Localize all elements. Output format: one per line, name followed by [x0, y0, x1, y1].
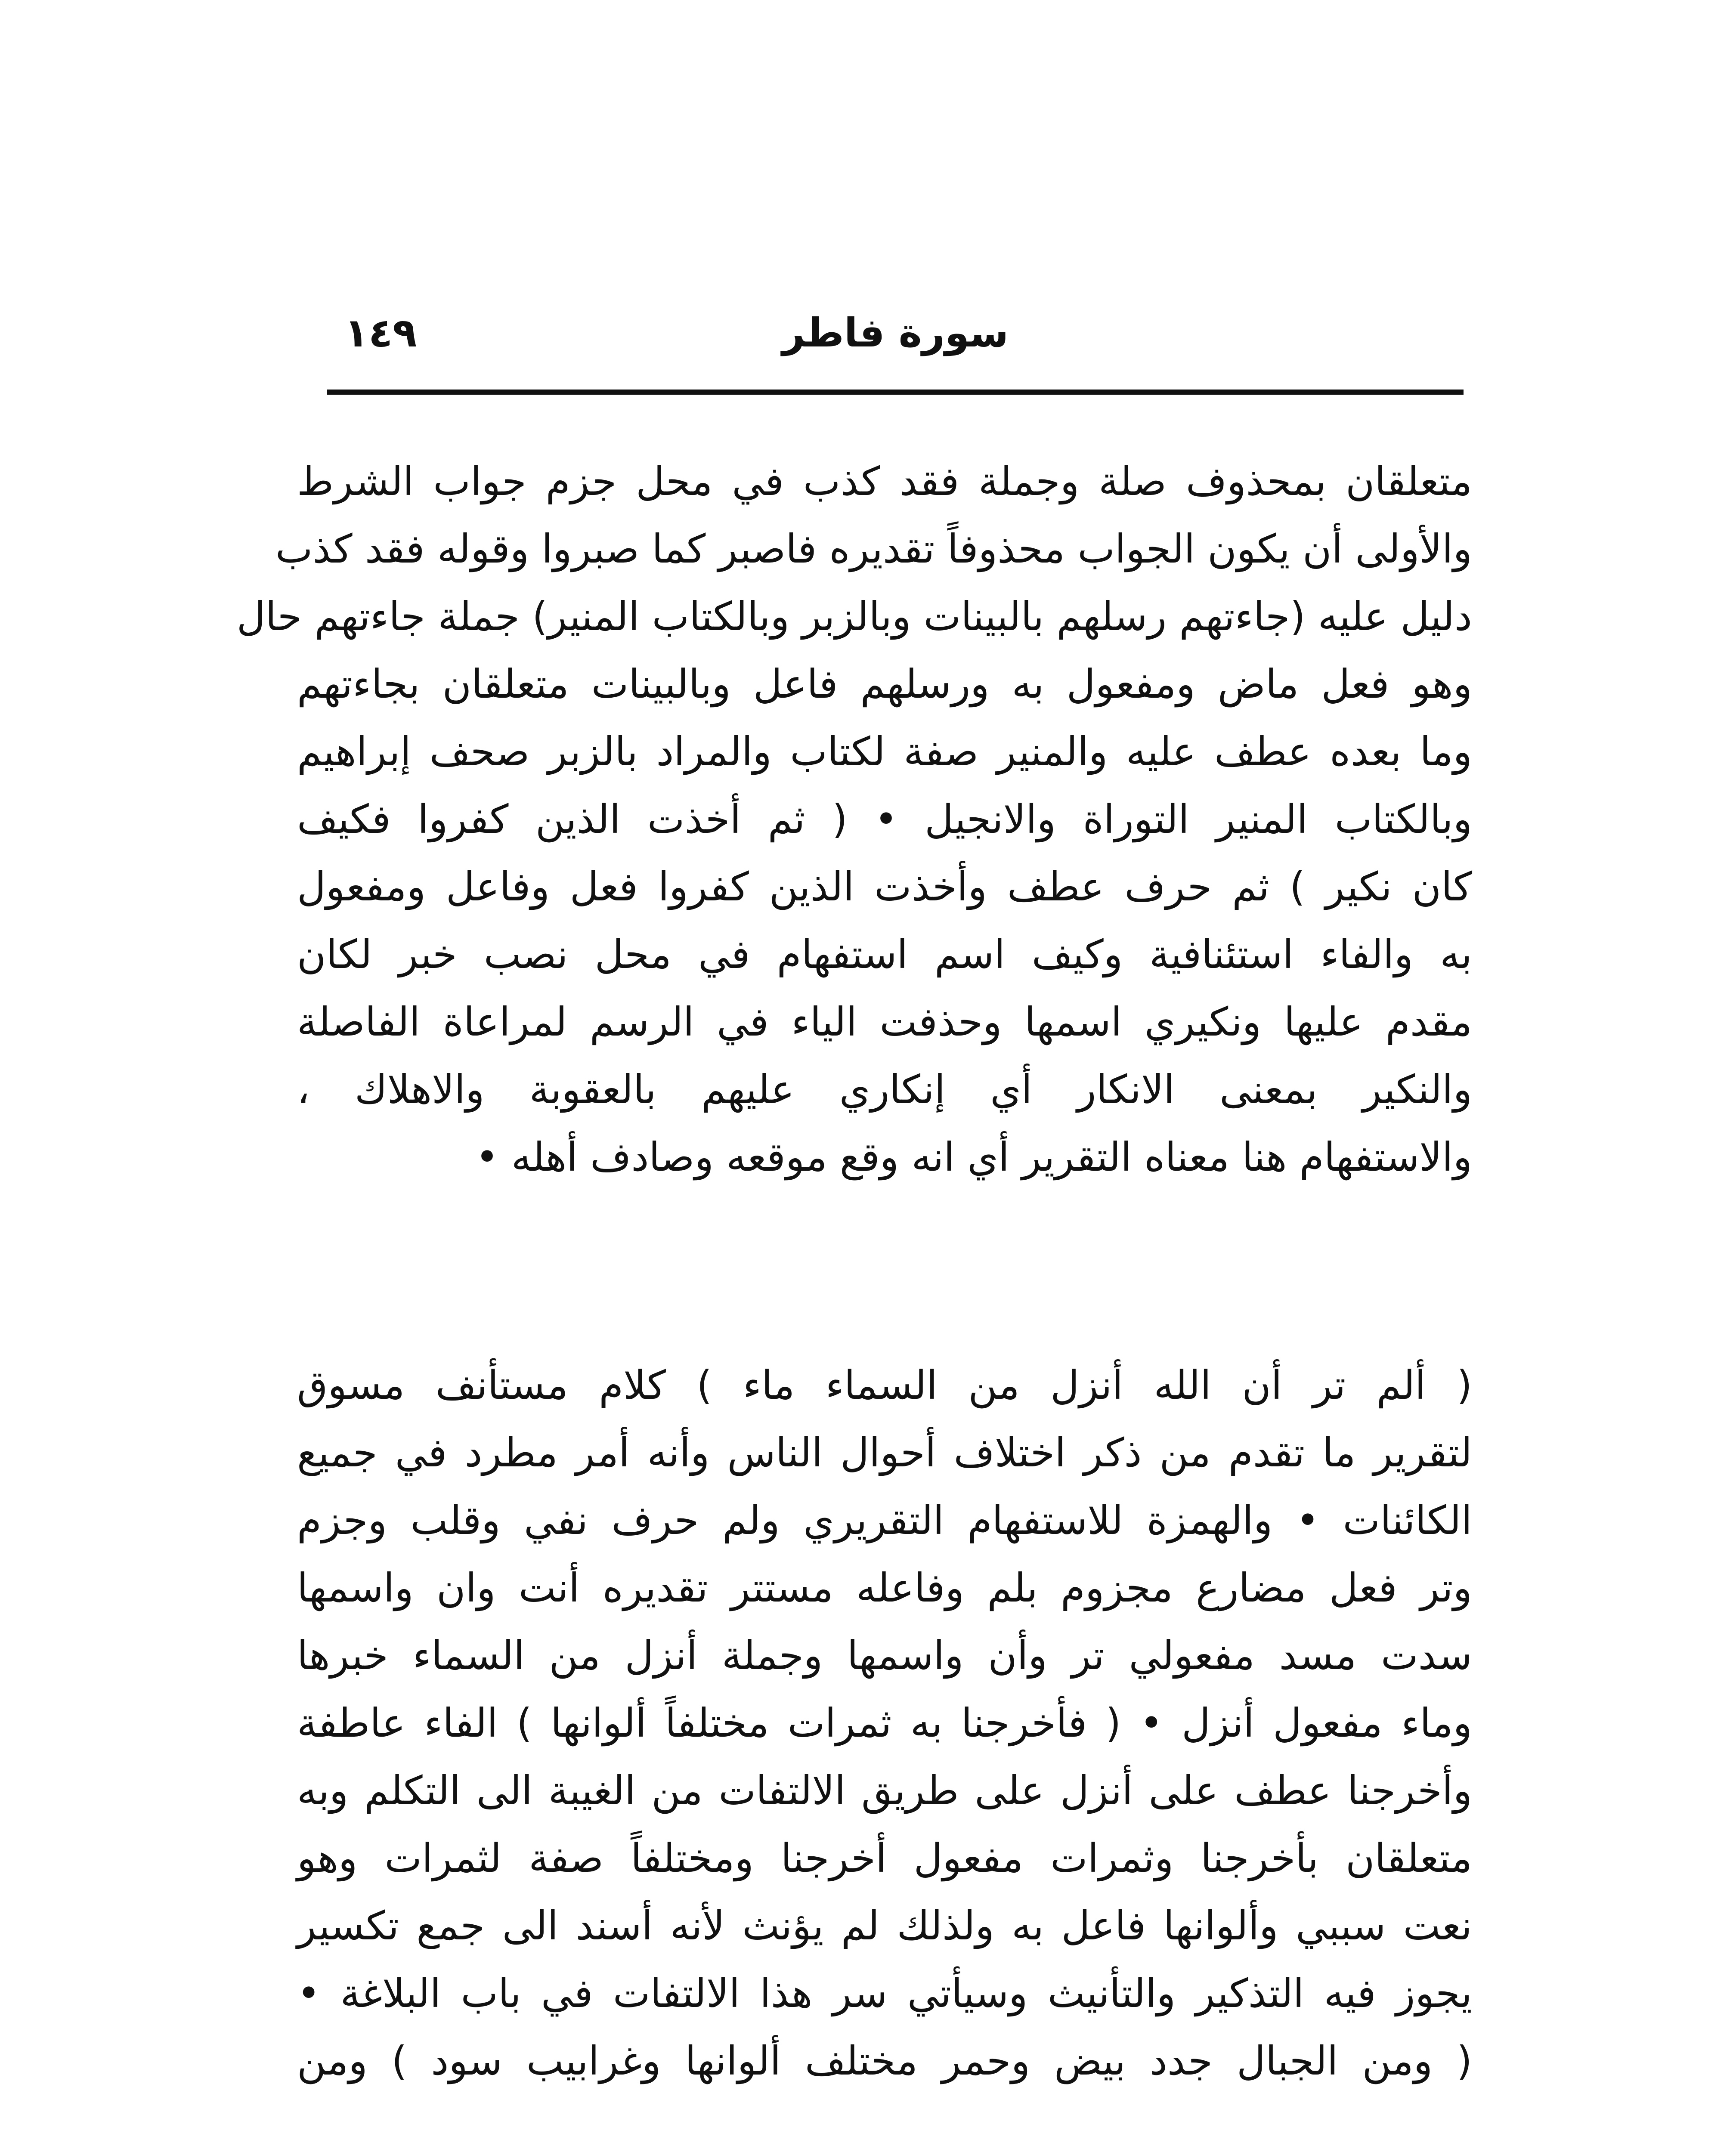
surah-title: سورة فاطر [782, 310, 1009, 356]
page-number: ١٤٩ [344, 310, 417, 356]
text-line: كان نكير ) ثم حرف عطف وأخذت الذين كفروا فعل وفاعل ومفعول [297, 864, 1472, 910]
text-line: ( ألم تر أن الله أنزل من السماء ماء ) كلام مستأنف مسوق [297, 1362, 1472, 1408]
text-line: والأولى أن يكون الجواب محذوفاً تقديره فاصبر كما صبروا وقوله فقد كذب [275, 526, 1472, 572]
header-rule [327, 390, 1464, 395]
text-line: والاستفهام هنا معناه التقرير أي انه وقع موقعه وصادف أهله • [475, 1134, 1472, 1180]
text-line: وما بعده عطف عليه والمنير صفة لكتاب والمراد بالزبر صحف إبراهيم [297, 729, 1472, 775]
text-line: سدت مسد مفعولي تر وأن واسمها وجملة أنزل من السماء خبرها [297, 1633, 1472, 1679]
text-line: وأخرجنا عطف على أنزل على طريق الالتفات من الغيبة الى التكلم وبه [297, 1768, 1472, 1814]
text-line: متعلقان بأخرجنا وثمرات مفعول أخرجنا ومختلفاً صفة لثمرات وهو [297, 1835, 1472, 1881]
text-line: وماء مفعول أنزل • ( فأخرجنا به ثمرات مختلفاً ألوانها ) الفاء عاطفة [297, 1700, 1472, 1746]
text-line: به والفاء استئنافية وكيف اسم استفهام في محل نصب خبر لكان [297, 931, 1472, 977]
text-line: مقدم عليها ونكيري اسمها وحذفت الياء في الرسم لمراعاة الفاصلة [297, 999, 1472, 1045]
text-line: الكائنات • والهمزة للاستفهام التقريري ولم حرف نفي وقلب وجزم [297, 1497, 1472, 1543]
text-line: ( ومن الجبال جدد بيض وحمر مختلف ألوانها وغرابيب سود ) ومن [297, 2038, 1472, 2084]
text-line: وبالكتاب المنير التوراة والانجيل • ( ثم أخذت الذين كفروا فكيف [297, 796, 1472, 842]
paragraph-2 [297, 1351, 1472, 2095]
text-line: متعلقان بمحذوف صلة وجملة فقد كذب في محل جزم جواب الشرط [297, 458, 1472, 504]
text-line: نعت سببي وألوانها فاعل به ولذلك لم يؤنث لأنه أسند الى جمع تكسير [297, 1903, 1472, 1949]
text-line: دليل عليه (جاءتهم رسلهم بالبينات وبالزبر وبالكتاب المنير) جملة جاءتهم حال [236, 594, 1472, 640]
text-line: وهو فعل ماض ومفعول به ورسلهم فاعل وبالبينات متعلقان بجاءتهم [297, 661, 1472, 707]
paragraph-1 [236, 448, 1472, 1191]
text-line: والنكير بمعنى الانكار أي إنكاري عليهم بالعقوبة والاهلاك ، [297, 1067, 1472, 1113]
text-line: يجوز فيه التذكير والتأنيث وسيأتي سر هذا الالتفات في باب البلاغة • [297, 1970, 1472, 2016]
running-header [327, 301, 1464, 379]
text-line: وتر فعل مضارع مجزوم بلم وفاعله مستتر تقديره أنت وان واسمها [297, 1565, 1472, 1611]
text-line: لتقرير ما تقدم من ذكر اختلاف أحوال الناس وأنه أمر مطرد في جميع [297, 1430, 1472, 1476]
